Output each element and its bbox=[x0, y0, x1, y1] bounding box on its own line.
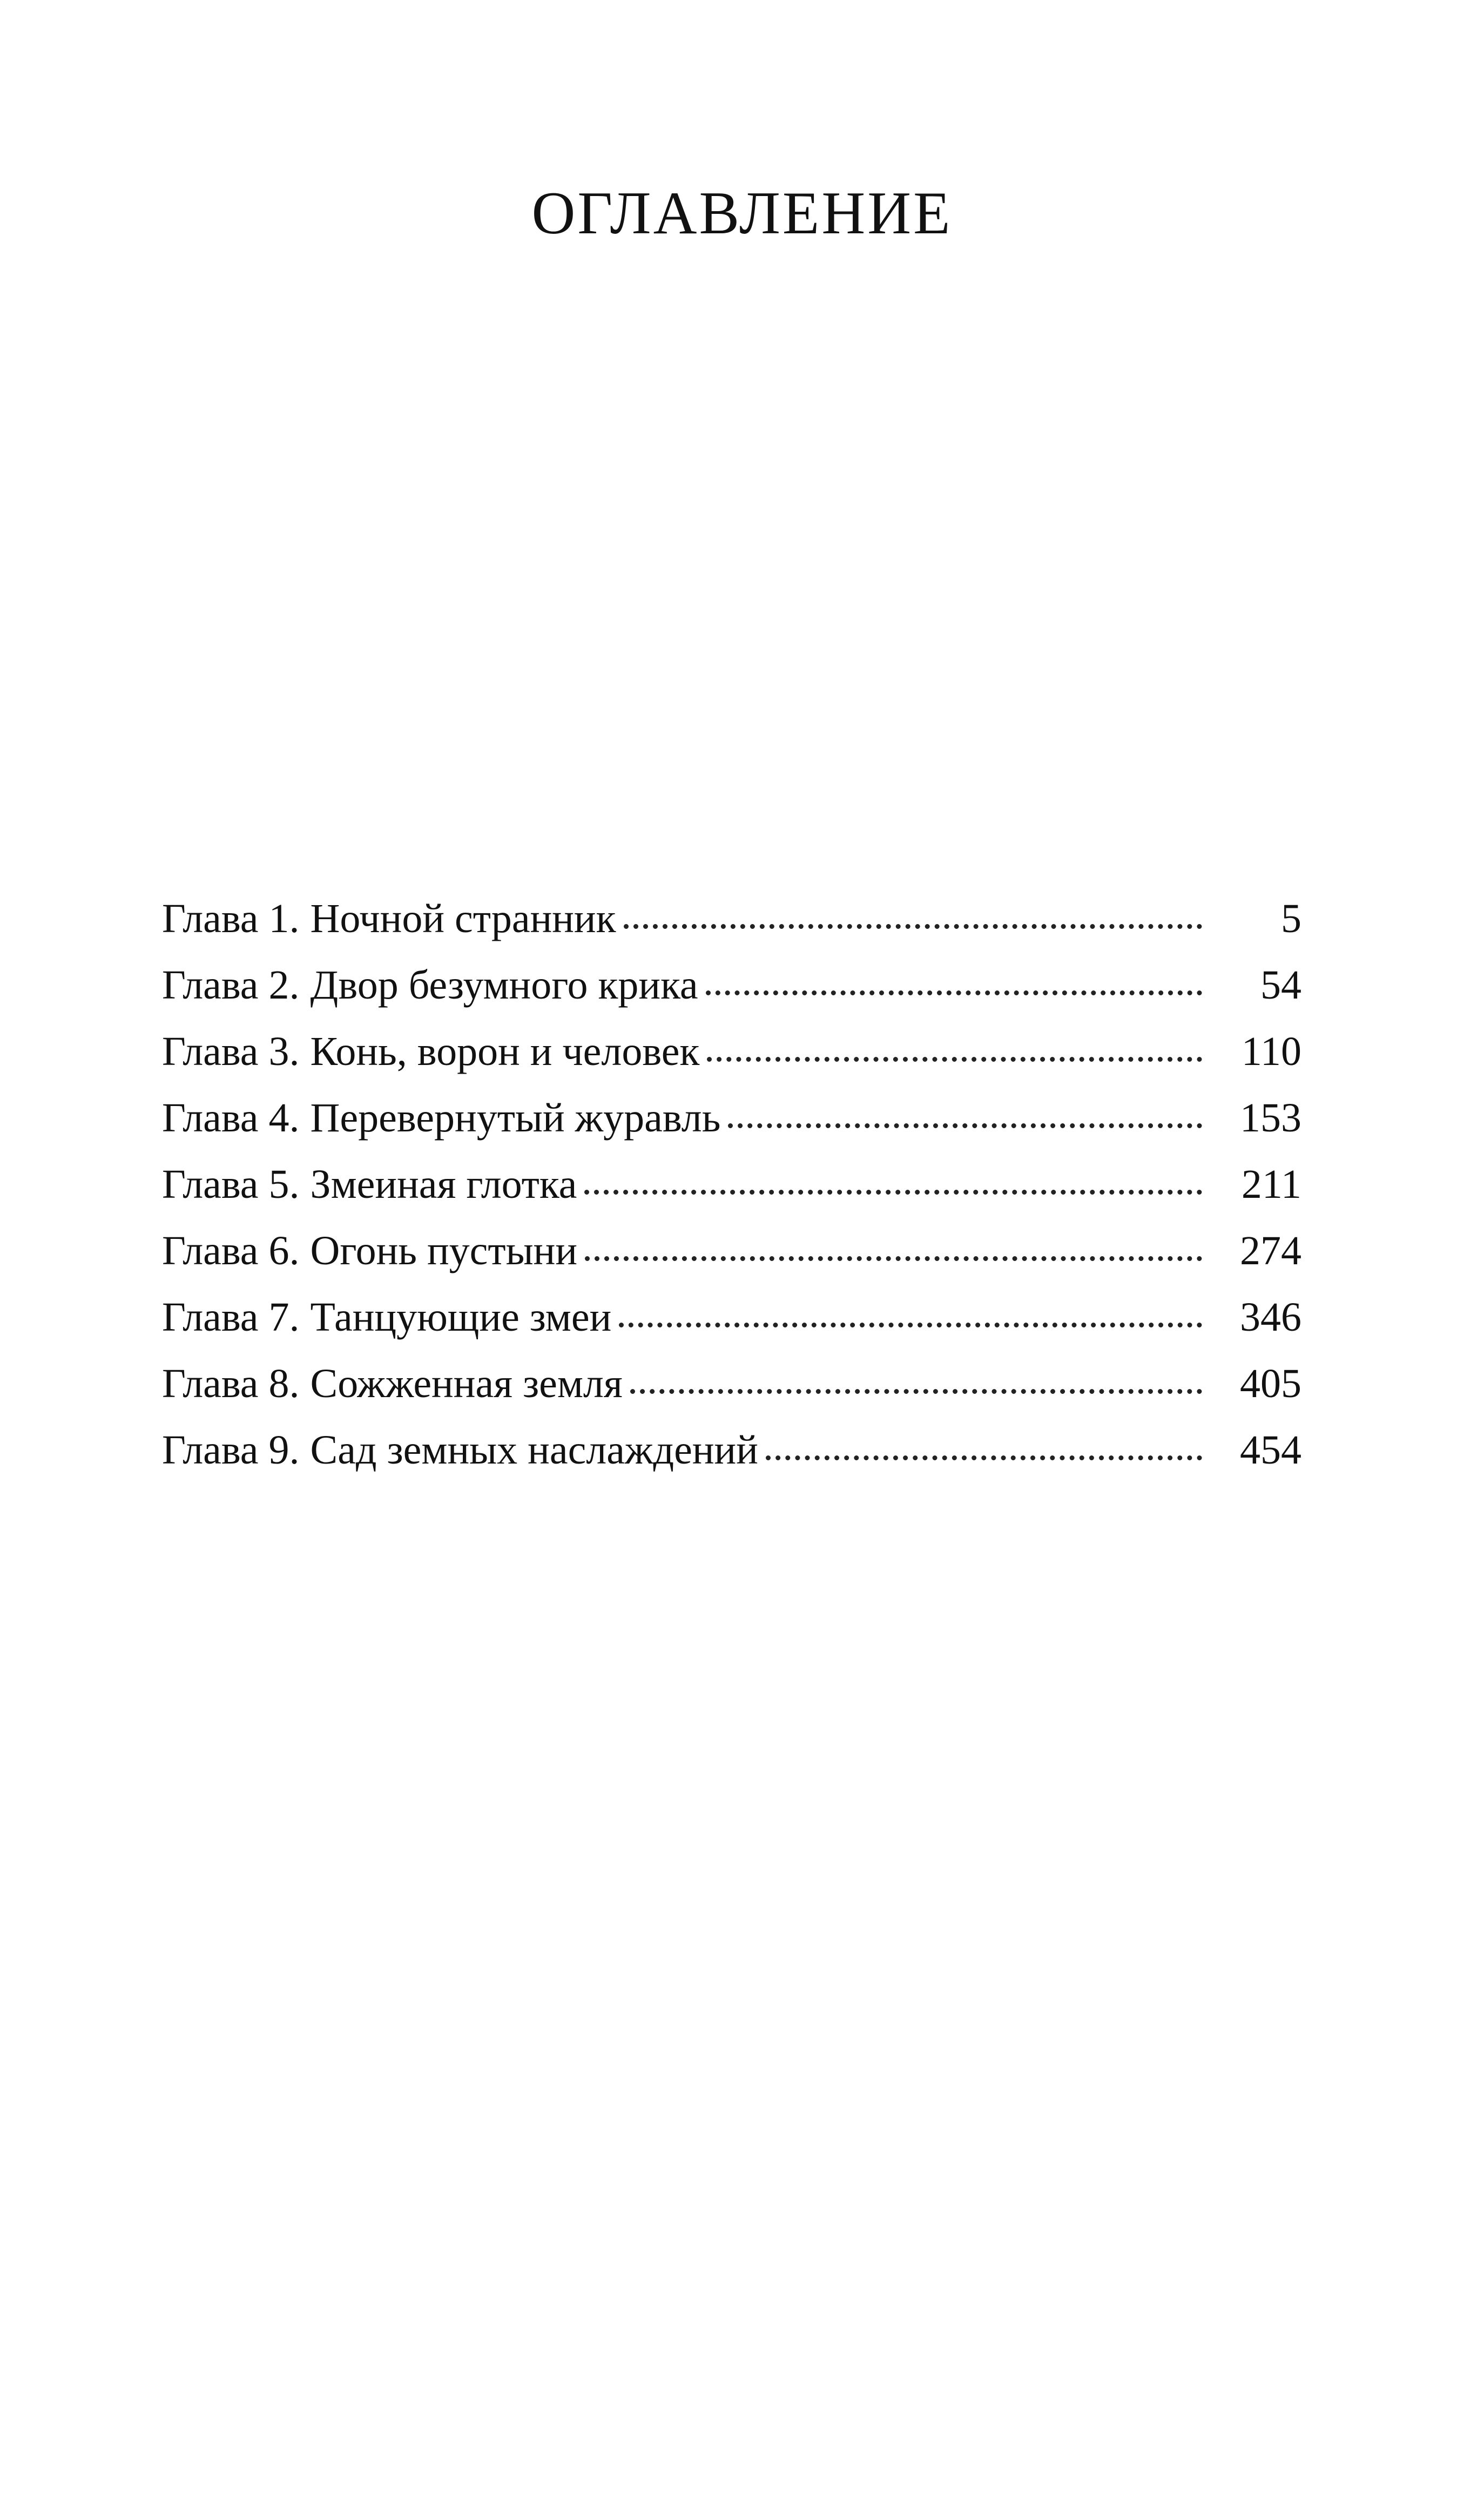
page-number: 5 bbox=[1281, 896, 1301, 941]
dot-leader bbox=[766, 1455, 1202, 1460]
chapter-number: Глава 6. bbox=[162, 1228, 300, 1273]
page-number: 153 bbox=[1240, 1095, 1301, 1141]
dot-leader bbox=[707, 1057, 1202, 1062]
dot-leader bbox=[630, 1389, 1202, 1394]
dot-leader bbox=[619, 1323, 1202, 1327]
toc-entry-label bbox=[162, 1151, 577, 1218]
chapter-number: Глава 3. bbox=[162, 1029, 300, 1074]
chapter-number: Глава 4. bbox=[162, 1095, 300, 1141]
toc-entry-label bbox=[162, 886, 616, 952]
toc-entry[interactable] bbox=[162, 1019, 1301, 1085]
chapter-number: Глава 1. bbox=[162, 896, 300, 941]
dot-leader bbox=[728, 1123, 1202, 1128]
page-number: 211 bbox=[1241, 1162, 1301, 1207]
toc-entry-label bbox=[162, 1284, 611, 1351]
toc-entry[interactable] bbox=[162, 1351, 1301, 1417]
chapter-title: Ночной странник bbox=[310, 896, 616, 941]
toc-entry[interactable] bbox=[162, 1085, 1301, 1151]
toc-entry-label bbox=[162, 1085, 720, 1151]
toc-entry[interactable] bbox=[162, 1218, 1301, 1284]
chapter-number: Глава 9. bbox=[162, 1427, 300, 1473]
chapter-title: Змеиная глотка bbox=[310, 1162, 577, 1207]
chapter-number: Глава 8. bbox=[162, 1361, 300, 1406]
page-number: 54 bbox=[1260, 962, 1301, 1008]
toc-entry[interactable] bbox=[162, 886, 1301, 952]
toc-entry-label bbox=[162, 1417, 758, 1484]
dot-leader bbox=[584, 1190, 1202, 1195]
toc-entry-label bbox=[162, 1218, 577, 1284]
chapter-number: Глава 5. bbox=[162, 1162, 300, 1207]
page-number: 110 bbox=[1241, 1029, 1301, 1074]
toc-entry-label bbox=[162, 952, 698, 1019]
page-number: 346 bbox=[1240, 1295, 1301, 1340]
dot-leader bbox=[624, 924, 1202, 929]
toc-entry-label bbox=[162, 1351, 623, 1417]
chapter-number: Глава 7. bbox=[162, 1295, 300, 1340]
page-number: 405 bbox=[1240, 1361, 1301, 1406]
page-number: 454 bbox=[1240, 1427, 1301, 1473]
chapter-number: Глава 2. bbox=[162, 962, 300, 1008]
toc-entry[interactable] bbox=[162, 952, 1301, 1019]
page-title: ОГЛАВЛЕНИЕ bbox=[531, 180, 953, 247]
toc-entry[interactable] bbox=[162, 1151, 1301, 1218]
chapter-title: Сожженная земля bbox=[310, 1361, 623, 1406]
toc-entry[interactable] bbox=[162, 1284, 1301, 1351]
table-of-contents bbox=[162, 886, 1301, 1484]
chapter-title: Двор безумного крика bbox=[310, 962, 698, 1008]
chapter-title: Сад земных наслаждений bbox=[310, 1427, 758, 1473]
chapter-title: Конь, ворон и человек bbox=[310, 1029, 700, 1074]
dot-leader bbox=[706, 990, 1202, 995]
toc-entry[interactable] bbox=[162, 1417, 1301, 1484]
toc-entry-label bbox=[162, 1019, 699, 1085]
page-number: 274 bbox=[1240, 1228, 1301, 1273]
chapter-title: Огонь пустыни bbox=[310, 1228, 578, 1273]
chapter-title: Танцующие змеи bbox=[310, 1295, 612, 1340]
dot-leader bbox=[585, 1256, 1202, 1261]
chapter-title: Перевернутый журавль bbox=[310, 1095, 721, 1141]
